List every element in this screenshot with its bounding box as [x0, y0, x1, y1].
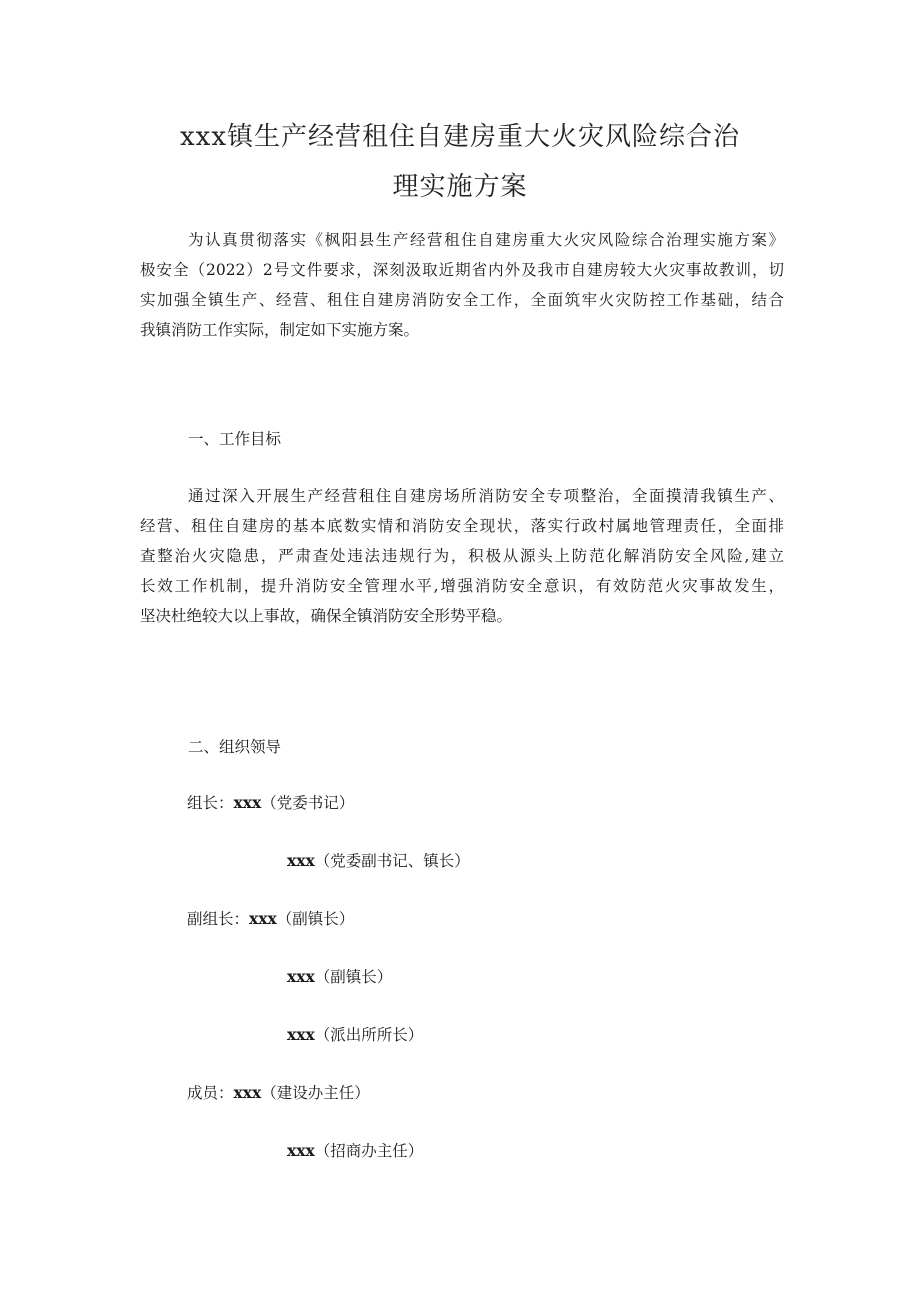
- goals-line: 查整治火灾隐患，严肃查处违法违规行为，积极从源头上防范化解消防安全风险,建立: [140, 547, 784, 565]
- document-title-line-2: 理实施方案: [392, 172, 528, 202]
- member-entry: [287, 1020, 423, 1050]
- goals-line: 通过深入开展生产经营租住自建房场所消防安全专项整治，全面摸清我镇生产、: [188, 487, 784, 505]
- goals-line: 长效工作机制，提升消防安全管理水平,增强消防安全意识，有效防范火灾事故发生，: [140, 577, 784, 595]
- intro-line: 为认真贯彻落实《枫阳县生产经营租住自建房重大火灾风险综合治理实施方案》: [188, 231, 784, 249]
- member-name: xxx: [287, 1025, 315, 1044]
- member-role: 组长：: [187, 794, 234, 812]
- member-name: xxx: [287, 967, 315, 986]
- intro-paragraph: [140, 225, 784, 345]
- member-post: （副镇长）: [276, 910, 355, 928]
- intro-line: 实加强全镇生产、经营、租住自建房消防安全工作，全面筑牢火灾防控工作基础，结合: [140, 291, 784, 309]
- member-post: （党委书记）: [261, 794, 355, 812]
- member-post: （建设办主任）: [261, 1084, 370, 1102]
- member-post: （党委副书记、镇长）: [314, 852, 470, 870]
- section-heading-goals: 一、工作目标: [188, 430, 282, 448]
- member-name: xxx: [233, 793, 262, 812]
- member-name: xxx: [287, 1141, 315, 1160]
- goals-line: 经营、租住自建房的基本底数实情和消防安全现状，落实行政村属地管理责任，全面排: [140, 517, 784, 535]
- member-entry: [287, 1136, 423, 1166]
- member-role: 成员：: [187, 1084, 234, 1102]
- member-entry: [187, 1078, 370, 1108]
- intro-line: 极安全（2022）2号文件要求，深刻汲取近期省内外及我市自建房较大火灾事故教训，切: [140, 261, 784, 279]
- member-post: （派出所所长）: [314, 1026, 424, 1044]
- member-name: xxx: [287, 851, 315, 870]
- member-entry: [287, 846, 470, 876]
- intro-line: 我镇消防工作实际，制定如下实施方案。: [140, 321, 420, 339]
- member-role: 副组长：: [187, 910, 250, 928]
- goals-paragraph: [140, 481, 784, 631]
- member-name: xxx: [233, 1083, 262, 1102]
- member-post: （招商办主任）: [314, 1142, 424, 1160]
- member-entry: [187, 904, 354, 934]
- member-name: xxx: [249, 909, 277, 928]
- member-entry: [287, 962, 392, 992]
- document-title-line-1: xxx镇生产经营租住自建房重大火灾风险综合治: [180, 122, 740, 152]
- section-heading-leadership: 二、组织领导: [188, 738, 282, 756]
- goals-line: 坚决杜绝较大以上事故，确保全镇消防安全形势平稳。: [140, 607, 513, 625]
- member-entry: [187, 788, 354, 818]
- member-post: （副镇长）: [314, 968, 393, 986]
